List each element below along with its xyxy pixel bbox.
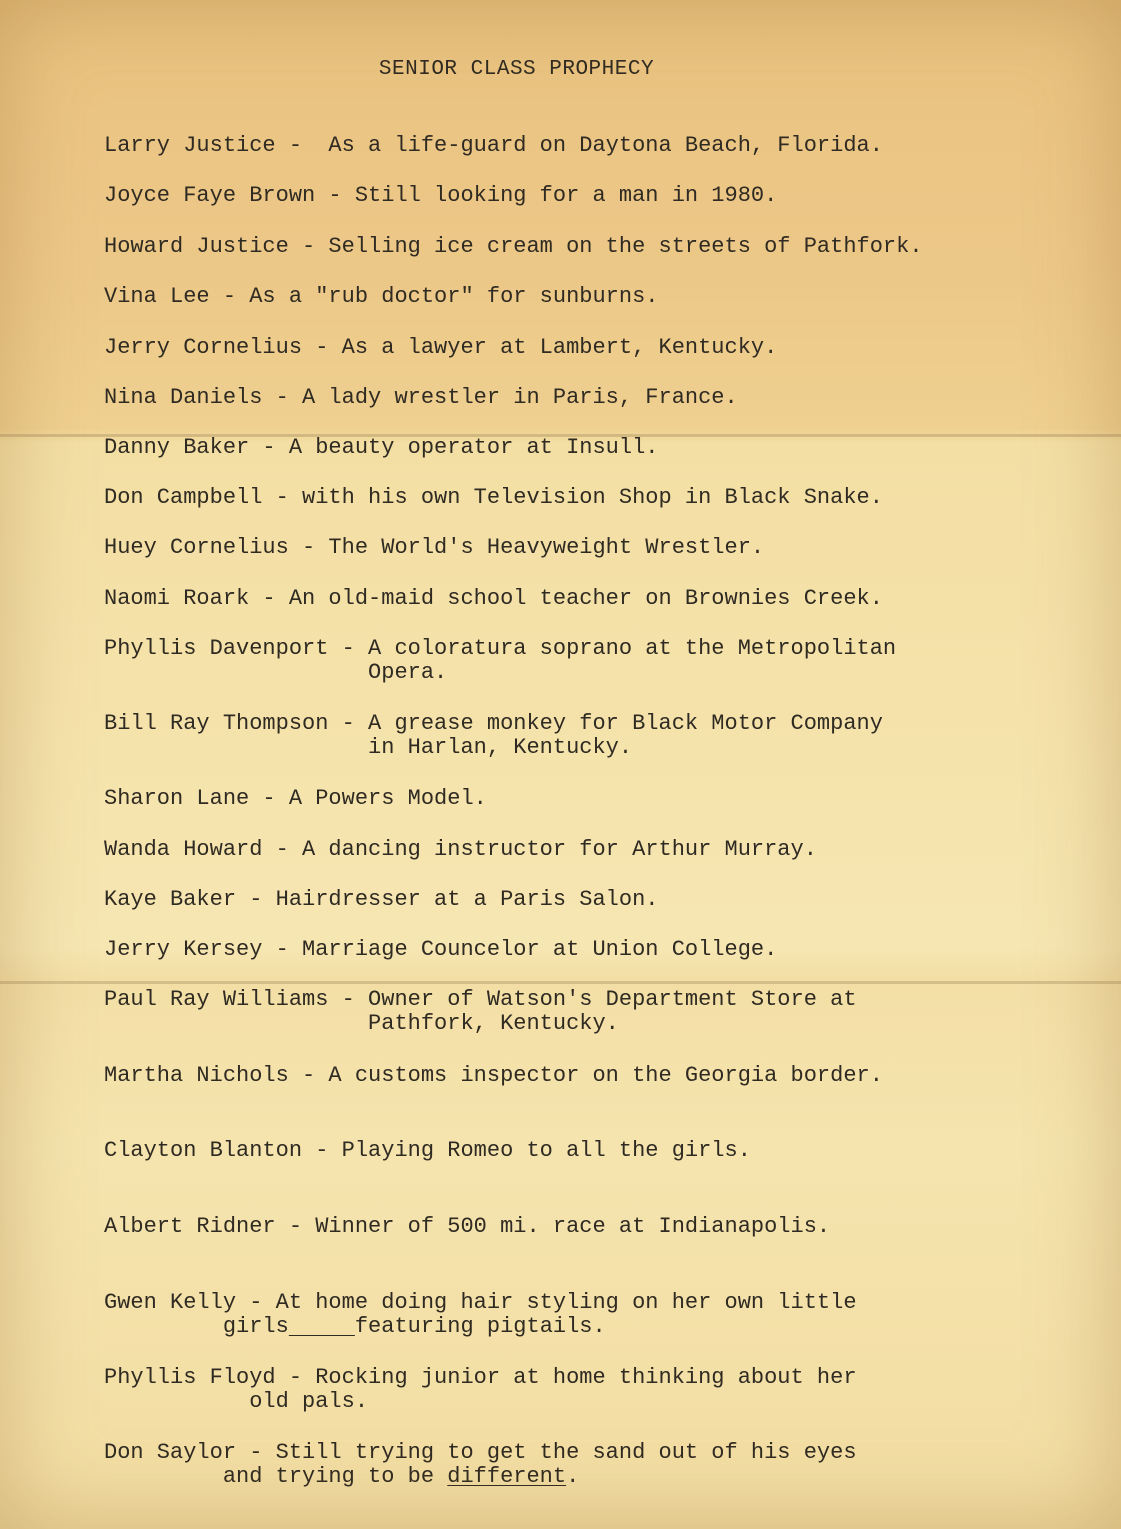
entry-clayton-blanton [104,1139,751,1163]
underlined-word: different [447,1464,567,1489]
entry-bill-ray-thompson [104,712,883,760]
entry-line: Don Campbell - with his own Television Shop in Black Snake. [104,485,883,510]
entry-line: Wanda Howard - A dancing instructor for Arthur Murray. [104,837,817,862]
entry-line: girls [104,1314,289,1339]
entry-line: Phyllis Floyd - Rocking junior at home thinking about her [104,1365,857,1390]
blank-line [289,1314,355,1339]
entry-phyllis-floyd [104,1366,857,1414]
entry-line: in Harlan, Kentucky. [104,735,633,760]
entry-line: Pathfork, Kentucky. [104,1011,619,1036]
entry-line: featuring pigtails. [354,1314,606,1339]
entry-line: Joyce Faye Brown - Still looking for a man in 1980. [104,183,778,208]
entry-line: Jerry Cornelius - As a lawyer at Lambert, Kentucky. [104,335,778,360]
entry-line: Huey Cornelius - The World's Heavyweight Wrestler. [104,535,765,560]
entry-line: Phyllis Davenport - A coloratura soprano at the Metropolitan [104,636,897,661]
entry-wanda-howard [104,838,817,862]
entry-line: Naomi Roark - An old-maid school teacher on Brownies Creek. [104,586,883,611]
entry-howard-justice [104,235,923,259]
entry-line: Gwen Kelly - At home doing hair styling on her own little [104,1290,857,1315]
entry-line: Larry Justice - As a life-guard on Daytona Beach, Florida. [104,133,883,158]
entry-jerry-kersey [104,938,777,962]
entry-line: Albert Ridner - Winner of 500 mi. race at Indianapolis. [104,1214,831,1239]
entry-huey-cornelius [104,536,764,560]
document-title: SENIOR CLASS PROPHECY [378,58,655,81]
entry-don-campbell [104,486,883,510]
entry-albert-ridner [104,1215,830,1239]
entry-line: Don Saylor - Still trying to get the sand out of his eyes [104,1440,857,1465]
entry-line: and trying to be [104,1464,448,1489]
entry-line: Kaye Baker - Hairdresser at a Paris Salon. [104,887,659,912]
paper-fold-line [0,981,1121,984]
entry-vina-lee [104,285,659,309]
entry-line: Martha Nichols - A customs inspector on the Georgia border. [104,1063,883,1088]
entry-line: old pals. [104,1389,369,1414]
entry-gwen-kelly [104,1291,857,1339]
entry-jerry-cornelius [104,336,777,360]
entry-line: Clayton Blanton - Playing Romeo to all the girls. [104,1138,751,1163]
entry-naomi-roark [104,587,883,611]
entry-danny-baker [104,436,659,460]
entry-line: Nina Daniels - A lady wrestler in Paris, France. [104,385,738,410]
entry-line: . [566,1464,580,1489]
entry-line: Paul Ray Williams - Owner of Watson's Department Store at [104,987,857,1012]
entry-larry-justice [104,134,883,158]
entry-joyce-faye-brown [104,184,777,208]
entry-line: Vina Lee - As a "rub doctor" for sunburns. [104,284,659,309]
entry-line: Jerry Kersey - Marriage Councelor at Union College. [104,937,778,962]
entry-line: Howard Justice - Selling ice cream on the streets of Pathfork. [104,234,923,259]
entry-line: Opera. [104,660,448,685]
entry-line: Danny Baker - A beauty operator at Insull. [104,435,659,460]
entry-don-saylor [104,1441,857,1489]
entry-martha-nichols [104,1064,883,1088]
entry-kaye-baker [104,888,659,912]
entry-paul-ray-williams [104,988,857,1036]
entry-line: Bill Ray Thompson - A grease monkey for Black Motor Company [104,711,883,736]
entry-phyllis-davenport [104,637,896,685]
entry-nina-daniels [104,386,738,410]
entry-sharon-lane [104,787,487,811]
entry-line: Sharon Lane - A Powers Model. [104,786,487,811]
